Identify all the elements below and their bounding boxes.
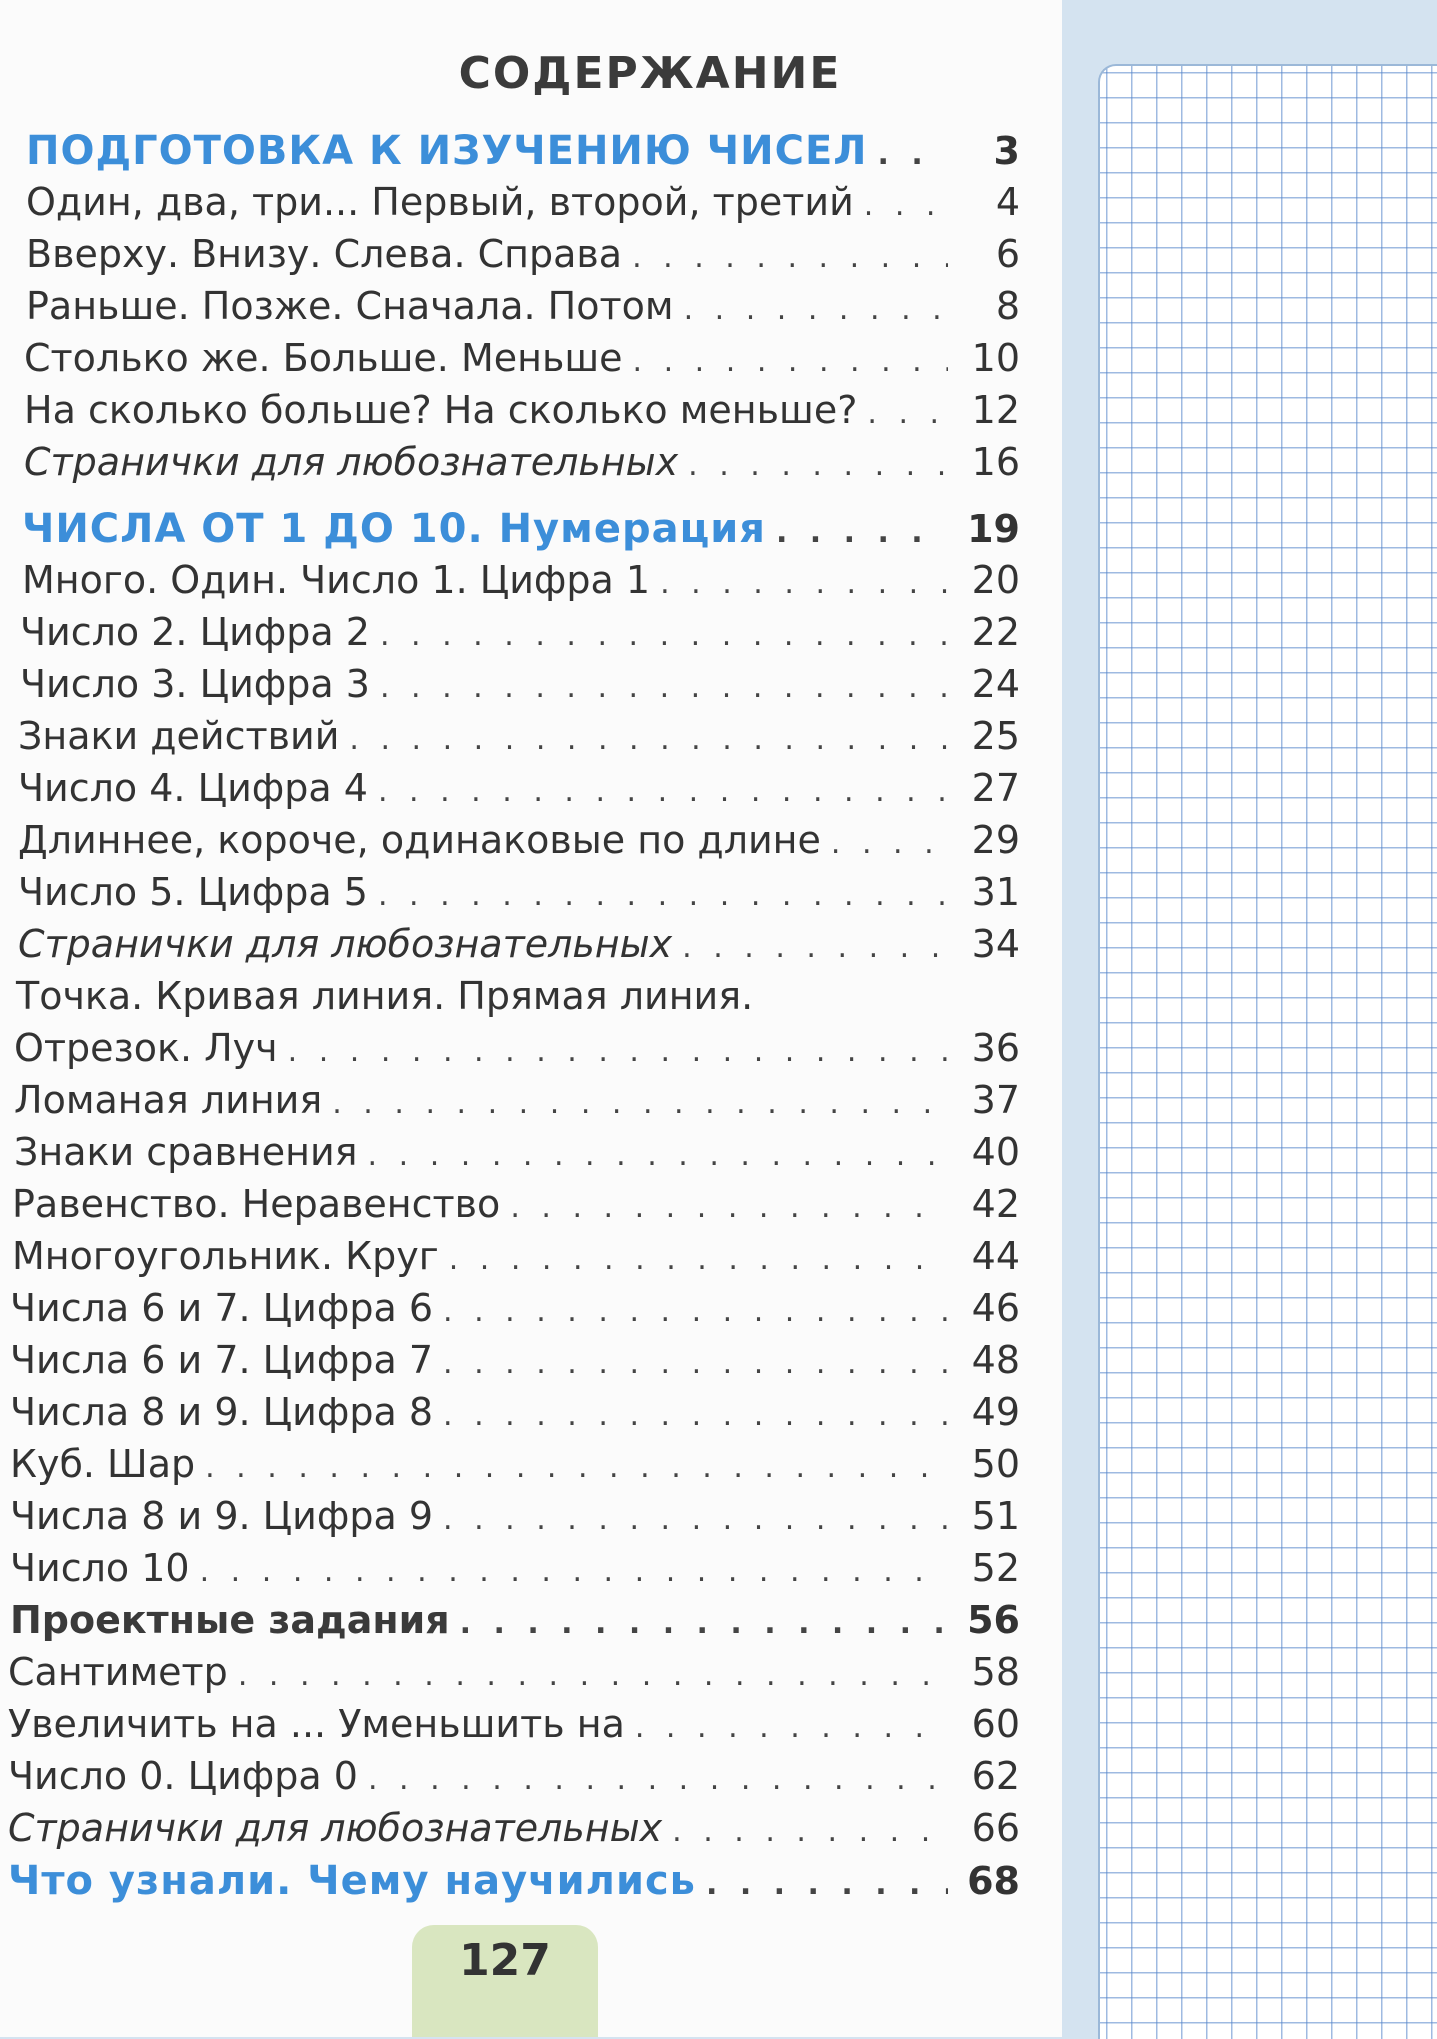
toc-entry (0, 1442, 1020, 1494)
dot-leader (200, 1554, 948, 1589)
toc-entry-page: 68 (967, 1859, 1020, 1903)
toc-entry-label: Куб. Шар (10, 1442, 196, 1486)
toc-entry (0, 1130, 1020, 1182)
toc-entry (0, 558, 1020, 610)
dot-leader (449, 1242, 948, 1277)
toc-entry-label: Странички для любознательных (18, 922, 673, 966)
toc-entry (0, 1806, 1020, 1858)
toc-entry (0, 388, 1020, 440)
toc-entry-label: Число 2. Цифра 2 (20, 610, 370, 654)
dot-leader (632, 240, 948, 275)
dot-leader (688, 448, 948, 483)
dot-leader (706, 1867, 948, 1902)
dot-leader (205, 1450, 948, 1485)
toc-entry (0, 1234, 1020, 1286)
toc-entry (0, 128, 1020, 180)
toc-entry (0, 1182, 1020, 1234)
dot-leader (831, 826, 948, 861)
toc-entry (0, 714, 1020, 766)
toc-entry-label: Вверху. Внизу. Слева. Справа (26, 232, 623, 276)
toc-entry-label: Странички для любознательных (24, 440, 679, 484)
toc-entry-label: Число 10 (10, 1546, 190, 1590)
page-title: СОДЕРЖАНИЕ (458, 48, 842, 99)
dot-leader (378, 774, 948, 809)
toc-entry-label: Много. Один. Число 1. Цифра 1 (22, 558, 651, 602)
toc-entry-label: Число 0. Цифра 0 (8, 1754, 358, 1798)
toc-entry (0, 1650, 1020, 1702)
toc-entry-page: 34 (971, 922, 1020, 966)
toc-entry-page: 6 (995, 232, 1020, 276)
toc-entry (0, 1286, 1020, 1338)
toc-entry-label: Числа 8 и 9. Цифра 9 (10, 1494, 434, 1538)
toc-entry-page: 16 (971, 440, 1020, 484)
toc-entry (0, 284, 1020, 336)
toc-entry-page: 10 (971, 336, 1020, 380)
toc-entry-label: Ломаная линия (14, 1078, 323, 1122)
toc-entry-label: Равенство. Неравенство (12, 1182, 501, 1226)
toc-entry (0, 336, 1020, 388)
toc-entry-page: 36 (971, 1026, 1020, 1070)
dot-leader (380, 670, 948, 705)
toc-entry-page: 51 (971, 1494, 1020, 1538)
toc-entry-page: 66 (971, 1806, 1020, 1850)
toc-entry-page: 40 (971, 1130, 1020, 1174)
toc-entry-label: ЧИСЛА ОТ 1 ДО 10. Нумерация (22, 506, 766, 552)
toc-entry-page: 29 (971, 818, 1020, 862)
toc-entry (0, 662, 1020, 714)
toc-entry (0, 506, 1020, 558)
toc-entry (0, 1702, 1020, 1754)
toc-entry-page: 56 (967, 1598, 1020, 1642)
dot-leader (238, 1658, 948, 1693)
toc-entry-label: Точка. Кривая линия. Прямая линия. (16, 974, 754, 1018)
toc-entry-label: Число 3. Цифра 3 (20, 662, 370, 706)
toc-entry-label: Увеличить на ... Уменьшить на (8, 1702, 625, 1746)
toc-entry (0, 1858, 1020, 1910)
toc-entry-label: Столько же. Больше. Меньше (24, 336, 623, 380)
dot-leader (660, 566, 948, 601)
toc-entry (0, 974, 1020, 1026)
toc-entry-page: 4 (995, 180, 1020, 224)
toc-entry-page: 19 (967, 507, 1020, 551)
page-number-tab (412, 1925, 598, 2037)
dot-leader (633, 344, 948, 379)
toc-entry (0, 1078, 1020, 1130)
toc-entry-label: Проектные задания (10, 1598, 450, 1642)
toc-entry (0, 232, 1020, 284)
grid-paper (1098, 64, 1437, 2039)
toc-entry-page: 49 (971, 1390, 1020, 1434)
dot-leader (776, 515, 948, 550)
dot-leader (682, 930, 948, 965)
toc-entry (0, 610, 1020, 662)
toc-entry-label: Странички для любознательных (8, 1806, 663, 1850)
toc-entry (0, 818, 1020, 870)
toc-entry-page: 8 (995, 284, 1020, 328)
toc-entry-label: Числа 6 и 7. Цифра 7 (10, 1338, 434, 1382)
toc-entry-label: ПОДГОТОВКА К ИЗУЧЕНИЮ ЧИСЕЛ (26, 128, 868, 174)
toc-entry-page: 60 (971, 1702, 1020, 1746)
toc-entry (0, 922, 1020, 974)
toc-entry-page: 22 (971, 610, 1020, 654)
toc-entry-label: Один, два, три... Первый, второй, третий (26, 180, 854, 224)
dot-leader (635, 1710, 948, 1745)
toc-entry-page: 50 (971, 1442, 1020, 1486)
toc-entry (0, 440, 1020, 492)
toc-entry-page: 12 (971, 388, 1020, 432)
toc-entry-label: Отрезок. Луч (14, 1026, 278, 1070)
toc-entry (0, 1546, 1020, 1598)
dot-leader (460, 1606, 948, 1641)
toc-entry-page: 3 (993, 129, 1020, 173)
dot-leader (867, 396, 948, 431)
toc-entry (0, 766, 1020, 818)
dot-leader (380, 618, 948, 653)
dot-leader (368, 1138, 948, 1173)
toc-entry-page: 20 (971, 558, 1020, 602)
toc-entry-label: Длиннее, короче, одинаковые по длине (18, 818, 821, 862)
dot-leader (672, 1814, 948, 1849)
toc-entry-page: 48 (971, 1338, 1020, 1382)
dot-leader (684, 292, 948, 327)
toc-entry-page: 24 (971, 662, 1020, 706)
toc-entry-label: Число 5. Цифра 5 (18, 870, 368, 914)
toc-entry-label: Число 4. Цифра 4 (18, 766, 368, 810)
toc-entry (0, 1390, 1020, 1442)
toc-entry-label: Что узнали. Чему научились (8, 1858, 696, 1904)
dot-leader (288, 1034, 948, 1069)
dot-leader (510, 1190, 948, 1225)
toc-entry-page: 37 (971, 1078, 1020, 1122)
toc-entry-page: 52 (971, 1546, 1020, 1590)
toc-entry (0, 1598, 1020, 1650)
dot-leader (878, 137, 949, 172)
toc-entry (0, 1754, 1020, 1806)
dot-leader (349, 722, 948, 757)
dot-leader (443, 1502, 948, 1537)
toc-entry-page: 27 (971, 766, 1020, 810)
toc-entry (0, 180, 1020, 232)
toc-entry (0, 1026, 1020, 1078)
dot-leader (864, 188, 948, 223)
toc-entry-page: 58 (971, 1650, 1020, 1694)
dot-leader (378, 878, 948, 913)
dot-leader (443, 1346, 948, 1381)
dot-leader (332, 1086, 948, 1121)
toc-entry (0, 1494, 1020, 1546)
toc-entry (0, 870, 1020, 922)
toc-entry-page: 44 (971, 1234, 1020, 1278)
toc-entry-label: Многоугольник. Круг (12, 1234, 439, 1278)
toc-entry-label: На сколько больше? На сколько меньше? (24, 388, 858, 432)
toc-entry-label: Числа 6 и 7. Цифра 6 (10, 1286, 434, 1330)
toc-entry-page: 31 (971, 870, 1020, 914)
toc-entry-label: Знаки действий (18, 714, 340, 758)
table-of-contents (0, 128, 1020, 1910)
toc-entry (0, 1338, 1020, 1390)
toc-entry-label: Знаки сравнения (14, 1130, 358, 1174)
toc-entry-page: 25 (971, 714, 1020, 758)
dot-leader (443, 1294, 948, 1329)
dot-leader (368, 1762, 948, 1797)
toc-entry-page: 46 (971, 1286, 1020, 1330)
page-number: 127 (459, 1935, 551, 1986)
toc-entry-label: Раньше. Позже. Сначала. Потом (26, 284, 674, 328)
toc-entry-page: 42 (971, 1182, 1020, 1226)
toc-entry-label: Числа 8 и 9. Цифра 8 (10, 1390, 434, 1434)
toc-entry-label: Сантиметр (8, 1650, 228, 1694)
dot-leader (443, 1398, 948, 1433)
toc-entry-page: 62 (971, 1754, 1020, 1798)
